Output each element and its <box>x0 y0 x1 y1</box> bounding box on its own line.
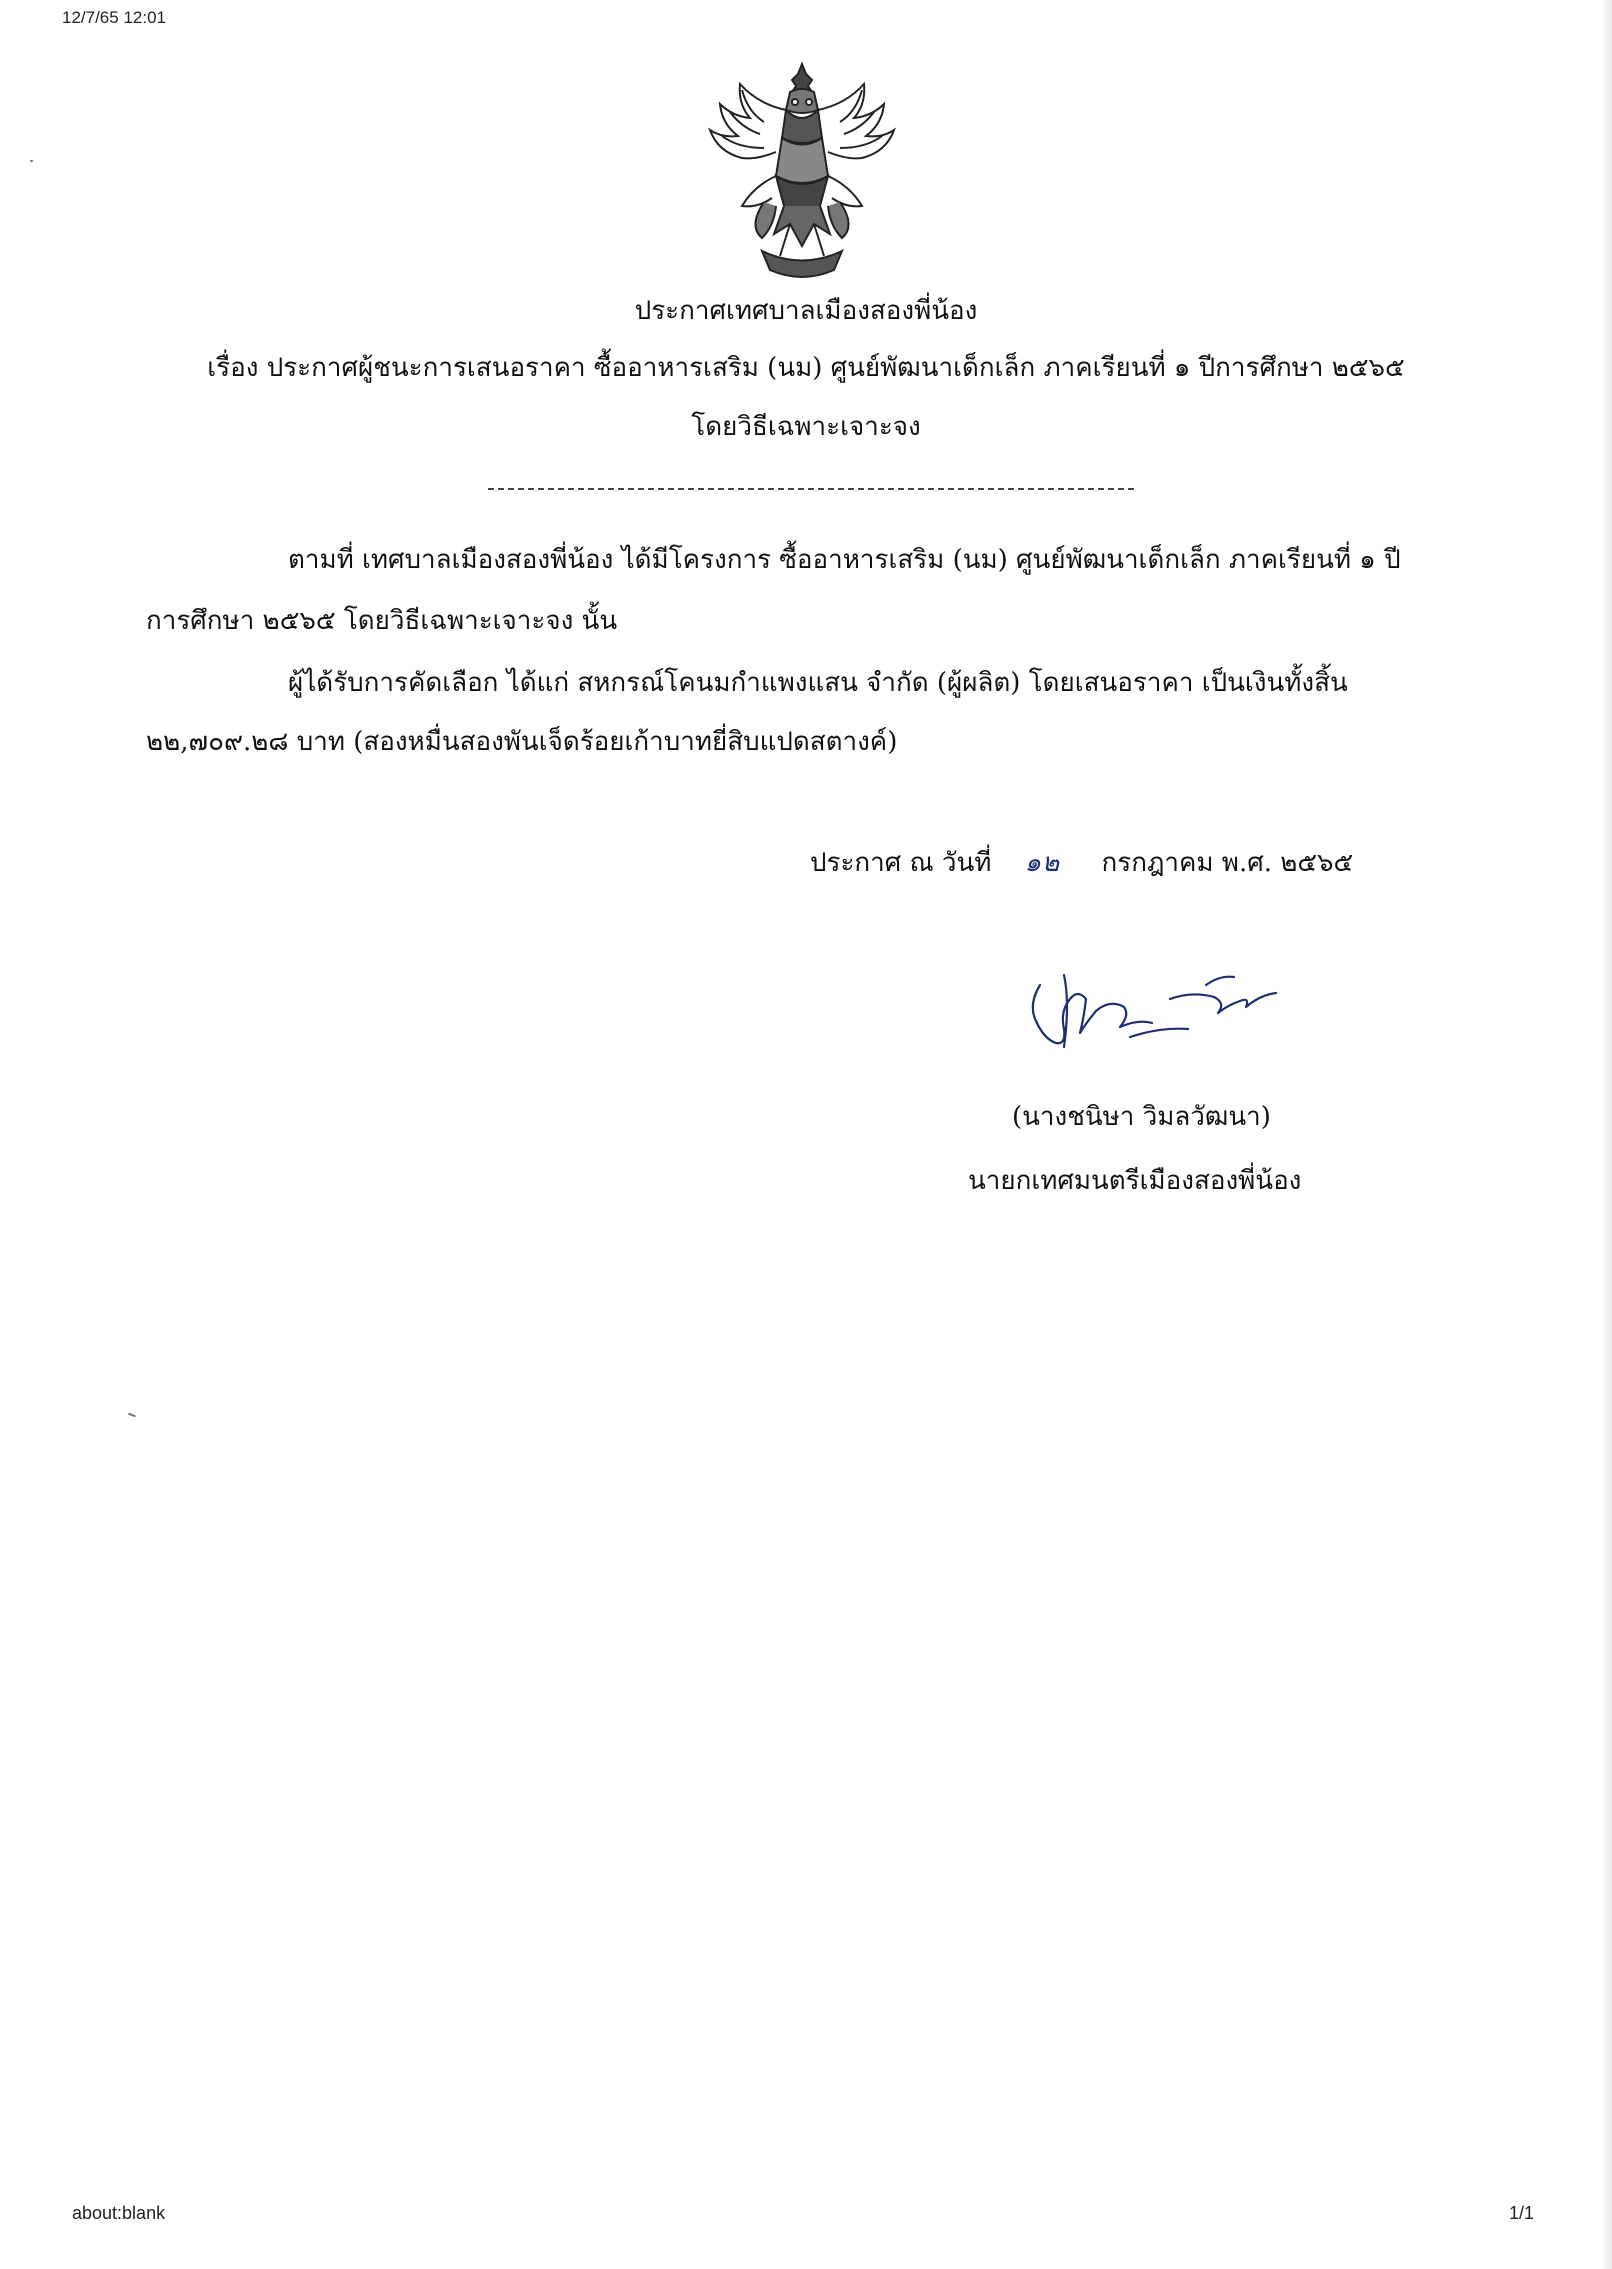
garuda-emblem-icon <box>702 56 902 292</box>
scan-speck <box>30 160 33 162</box>
paragraph1-line1: ตามที่ เทศบาลเมืองสองพี่น้อง ได้มีโครงการ ซื้ออาหารเสริม (นม) ศูนย์พัฒนาเด็กเล็ก ภาคเรียนที่ ๑ ปี <box>288 545 1401 575</box>
print-footer-page-indicator: 1/1 <box>1508 2203 1534 2223</box>
dashed-separator <box>488 488 1134 490</box>
date-month-year: กรกฎาคม พ.ศ. ๒๕๖๕ <box>1101 848 1354 878</box>
scan-speck <box>128 1413 136 1418</box>
date-day-handwritten: ๑๒ <box>1024 848 1061 878</box>
page-edge-shadow <box>1602 0 1612 2269</box>
handwritten-signature-icon <box>1020 955 1290 1065</box>
date-prefix: ประกาศ ณ วันที่ <box>810 848 992 878</box>
signatory-position: นายกเทศมนตรีเมืองสองพี่น้อง <box>968 1166 1302 1196</box>
announcement-title: ประกาศเทศบาลเมืองสองพี่น้อง <box>634 296 978 326</box>
print-footer-url: about:blank <box>72 2203 166 2223</box>
announcement-subject: เรื่อง ประกาศผู้ชนะการเสนอราคา ซื้ออาหารเสริม (นม) ศูนย์พัฒนาเด็กเล็ก ภาคเรียนที่ ๑ ปีการศึกษา ๒๕๖๕ <box>207 353 1405 383</box>
announcement-date <box>810 848 1353 879</box>
signatory-name: (นางชนิษา วิมลวัฒนา) <box>1012 1102 1271 1132</box>
paragraph1-line2: การศึกษา ๒๕๖๕ โดยวิธีเฉพาะเจาะจง นั้น <box>146 606 618 636</box>
print-header-datetime: 12/7/65 12:01 <box>62 8 166 27</box>
paragraph2-line2: ๒๒,๗๐๙.๒๘ บาท (สองหมื่นสองพันเจ็ดร้อยเก้าบาทยี่สิบแปดสตางค์) <box>146 727 898 757</box>
procurement-method: โดยวิธีเฉพาะเจาะจง <box>691 412 921 442</box>
paragraph2-line1: ผู้ได้รับการคัดเลือก ได้แก่ สหกรณ์โคนมกำแพงแสน จำกัด (ผู้ผลิต) โดยเสนอราคา เป็นเงินทั้งสิ้น <box>288 668 1348 698</box>
